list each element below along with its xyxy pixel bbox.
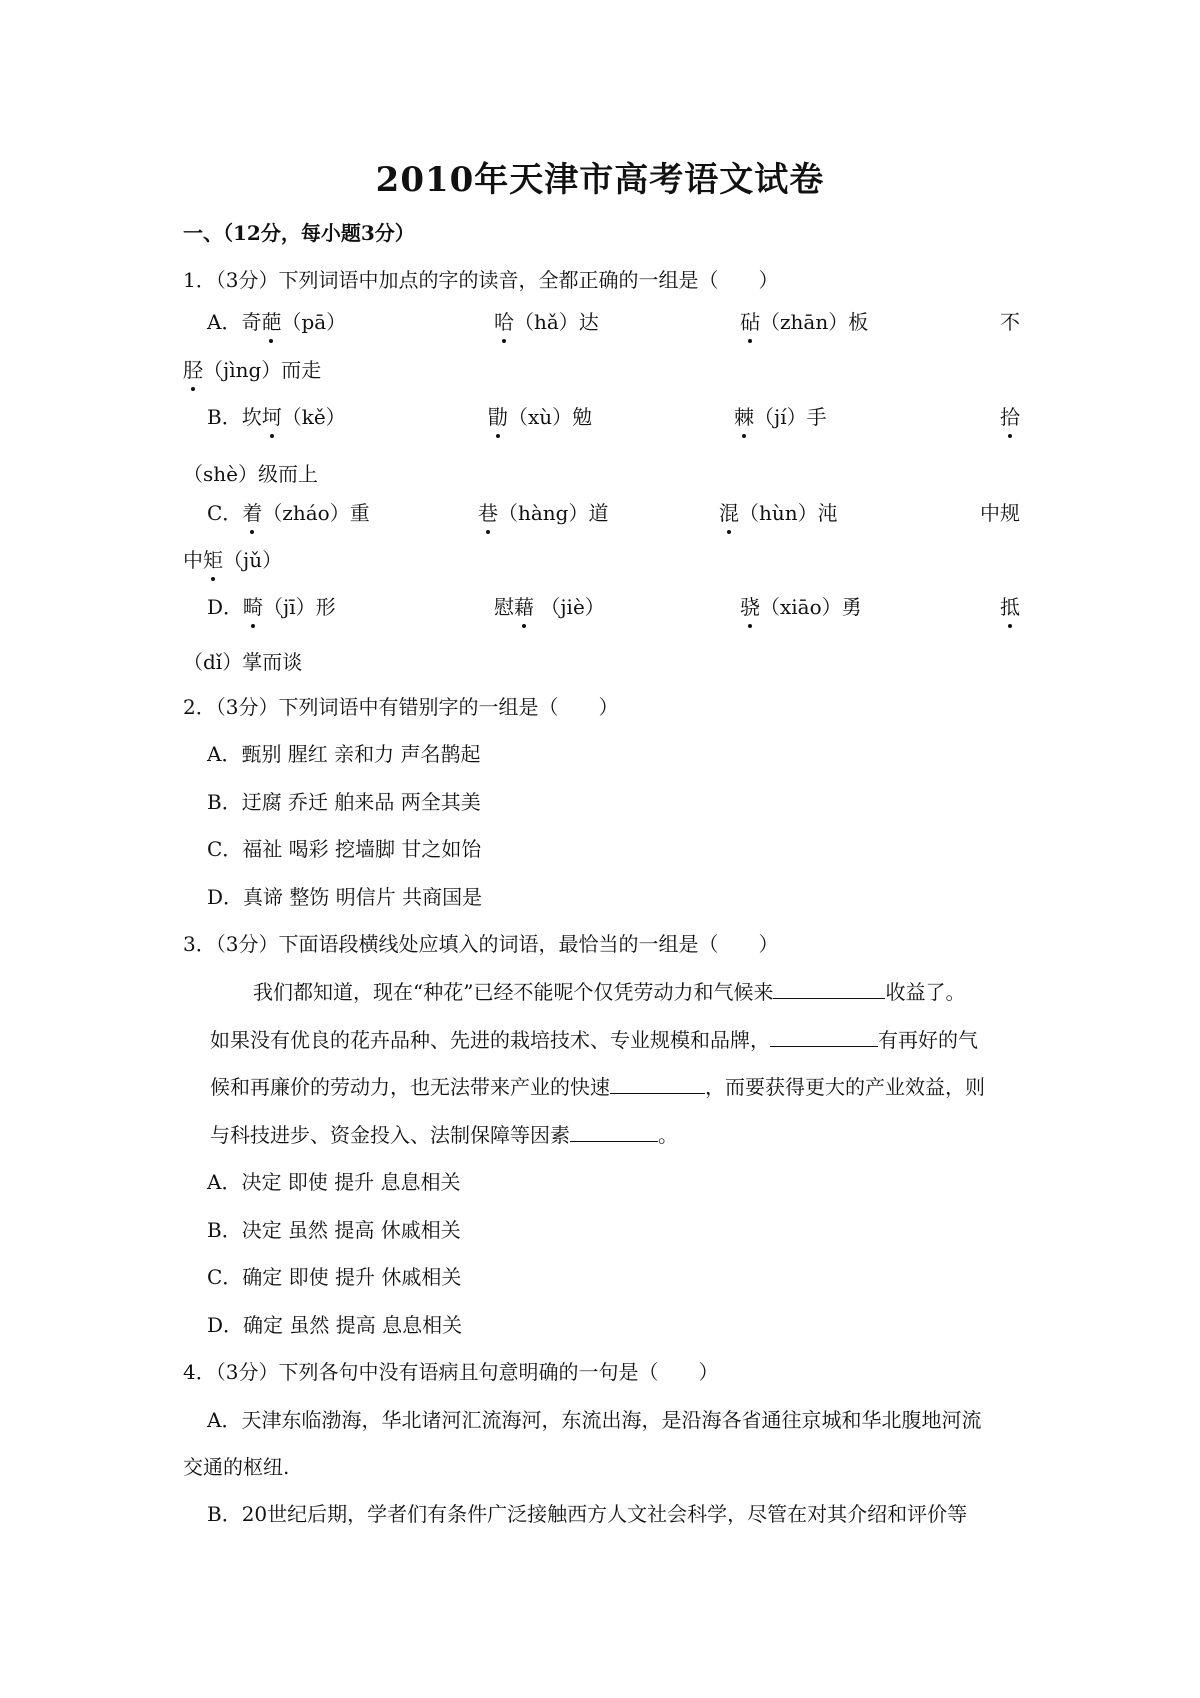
q4-option-a-line2: 交通的枢纽. xyxy=(183,1455,290,1479)
q1-option-d-item2: 慰藉 （jiè） xyxy=(494,595,605,619)
q2-option-c: C．福祉 喝彩 挖墙脚 甘之如饴 xyxy=(207,837,482,861)
q1-option-d-item3: 骁（xiāo）勇 xyxy=(740,595,862,619)
emphasis-dot-char: 胫 xyxy=(183,358,203,382)
q1-option-c-wrap: 中矩（jǔ） xyxy=(183,548,283,572)
q1-option-a-item1: A．奇葩（pā） xyxy=(207,310,347,334)
emphasis-dot-char: 坷 xyxy=(261,405,282,429)
emphasis-dot-char: 藉 xyxy=(514,595,534,619)
q1-option-a-wrap: 胫（jìng）而走 xyxy=(183,358,322,382)
q1-option-d-item4 xyxy=(1000,593,1020,621)
emphasis-dot-char: 勖 xyxy=(488,405,508,429)
emphasis-dot-char: 砧 xyxy=(740,310,760,334)
q1-option-d-wrap: （dǐ）掌而谈 xyxy=(183,650,303,674)
q3-passage-line-2: 如果没有优良的花卉品种、先进的栽培技术、专业规模和品牌， 有再好的气 xyxy=(210,1028,978,1052)
q3-passage-line-3: 候和再廉价的劳动力，也无法带来产业的快速 ，而要获得更大的产业效益，则 xyxy=(210,1075,985,1099)
question-4-stem: 4．（3分）下列各句中没有语病且句意明确的一句是（ ） xyxy=(183,1360,719,1384)
q4-option-a-line1: A．天津东临渤海，华北诸河汇流海河，东流出海，是沿海各省通往京城和华北腹地河流 xyxy=(207,1408,982,1432)
q1-option-b-item1: B．坎坷（kě） xyxy=(207,405,346,429)
q1-option-b-item4 xyxy=(1000,403,1020,431)
emphasis-dot-char: 畸 xyxy=(243,595,264,619)
emphasis-dot-char: 棘 xyxy=(734,405,754,429)
q1-option-b-wrap: （shè）级而上 xyxy=(183,462,318,486)
fill-blank-4 xyxy=(570,1121,658,1142)
emphasis-dot-char: 矩 xyxy=(203,548,223,572)
q3-option-d: D．确定 虽然 提高 息息相关 xyxy=(207,1313,463,1337)
emphasis-dot-char: 拾 xyxy=(1000,405,1020,429)
q1-option-a-item2: 哈（hǎ）达 xyxy=(494,310,599,334)
q3-option-b: B．决定 虽然 提高 休戚相关 xyxy=(207,1218,461,1242)
q2-option-d: D．真谛 整饬 明信片 共商国是 xyxy=(207,885,483,909)
fill-blank-3 xyxy=(610,1073,705,1094)
q2-option-b: B．迂腐 乔迁 舶来品 两全其美 xyxy=(207,790,481,814)
emphasis-dot-char: 混 xyxy=(719,501,739,525)
q1-option-a-item4: 不 xyxy=(1000,310,1020,334)
q1-option-a-item3: 砧（zhān）板 xyxy=(740,310,869,334)
section-heading: 一、（12分，每小题3分） xyxy=(183,221,415,245)
emphasis-dot-char: 抵 xyxy=(1000,595,1020,619)
fill-blank-2 xyxy=(770,1026,878,1047)
q1-option-c-item4: 中规 xyxy=(980,501,1020,525)
question-3-stem: 3．（3分）下面语段横线处应填入的词语，最恰当的一组是（ ） xyxy=(183,932,779,956)
question-1-stem: 1．（3分）下列词语中加点的字的读音，全都正确的一组是（ ） xyxy=(183,268,779,292)
emphasis-dot-char: 哈 xyxy=(494,310,514,334)
q3-passage-line-1: 我们都知道，现在“种花”已经不能呢个仅凭劳动力和气候来 收益了。 xyxy=(253,980,966,1004)
q1-option-c-item2: 巷（hàng）道 xyxy=(478,501,609,525)
q3-option-c: C．确定 即使 提升 休戚相关 xyxy=(207,1265,462,1289)
question-2-stem: 2．（3分）下列词语中有错别字的一组是（ ） xyxy=(183,695,619,719)
q1-option-c-item1: C．着（zháo）重 xyxy=(207,501,370,525)
q1-option-b-item3: 棘（jí）手 xyxy=(734,405,827,429)
emphasis-dot-char: 骁 xyxy=(740,595,760,619)
q4-option-b-line1: B．20世纪后期，学者们有条件广泛接触西方人文社会科学，尽管在对其介绍和评价等 xyxy=(207,1502,968,1526)
q2-option-a: A．甄别 腥红 亲和力 声名鹊起 xyxy=(207,742,481,766)
q1-option-c-item3: 混（hùn）沌 xyxy=(719,501,838,525)
q3-option-a: A．决定 即使 提升 息息相关 xyxy=(207,1170,461,1194)
emphasis-dot-char: 葩 xyxy=(261,310,282,334)
page-title: 2010年天津市高考语文试卷 xyxy=(375,160,825,200)
q1-option-d-item1: D．畸（jī）形 xyxy=(207,595,336,619)
fill-blank-1 xyxy=(773,978,885,999)
emphasis-dot-char: 着 xyxy=(242,501,263,525)
q3-passage-line-4: 与科技进步、资金投入、法制保障等因素 。 xyxy=(210,1123,678,1147)
q1-option-b-item2: 勖（xù）勉 xyxy=(488,405,593,429)
emphasis-dot-char: 巷 xyxy=(478,501,498,525)
